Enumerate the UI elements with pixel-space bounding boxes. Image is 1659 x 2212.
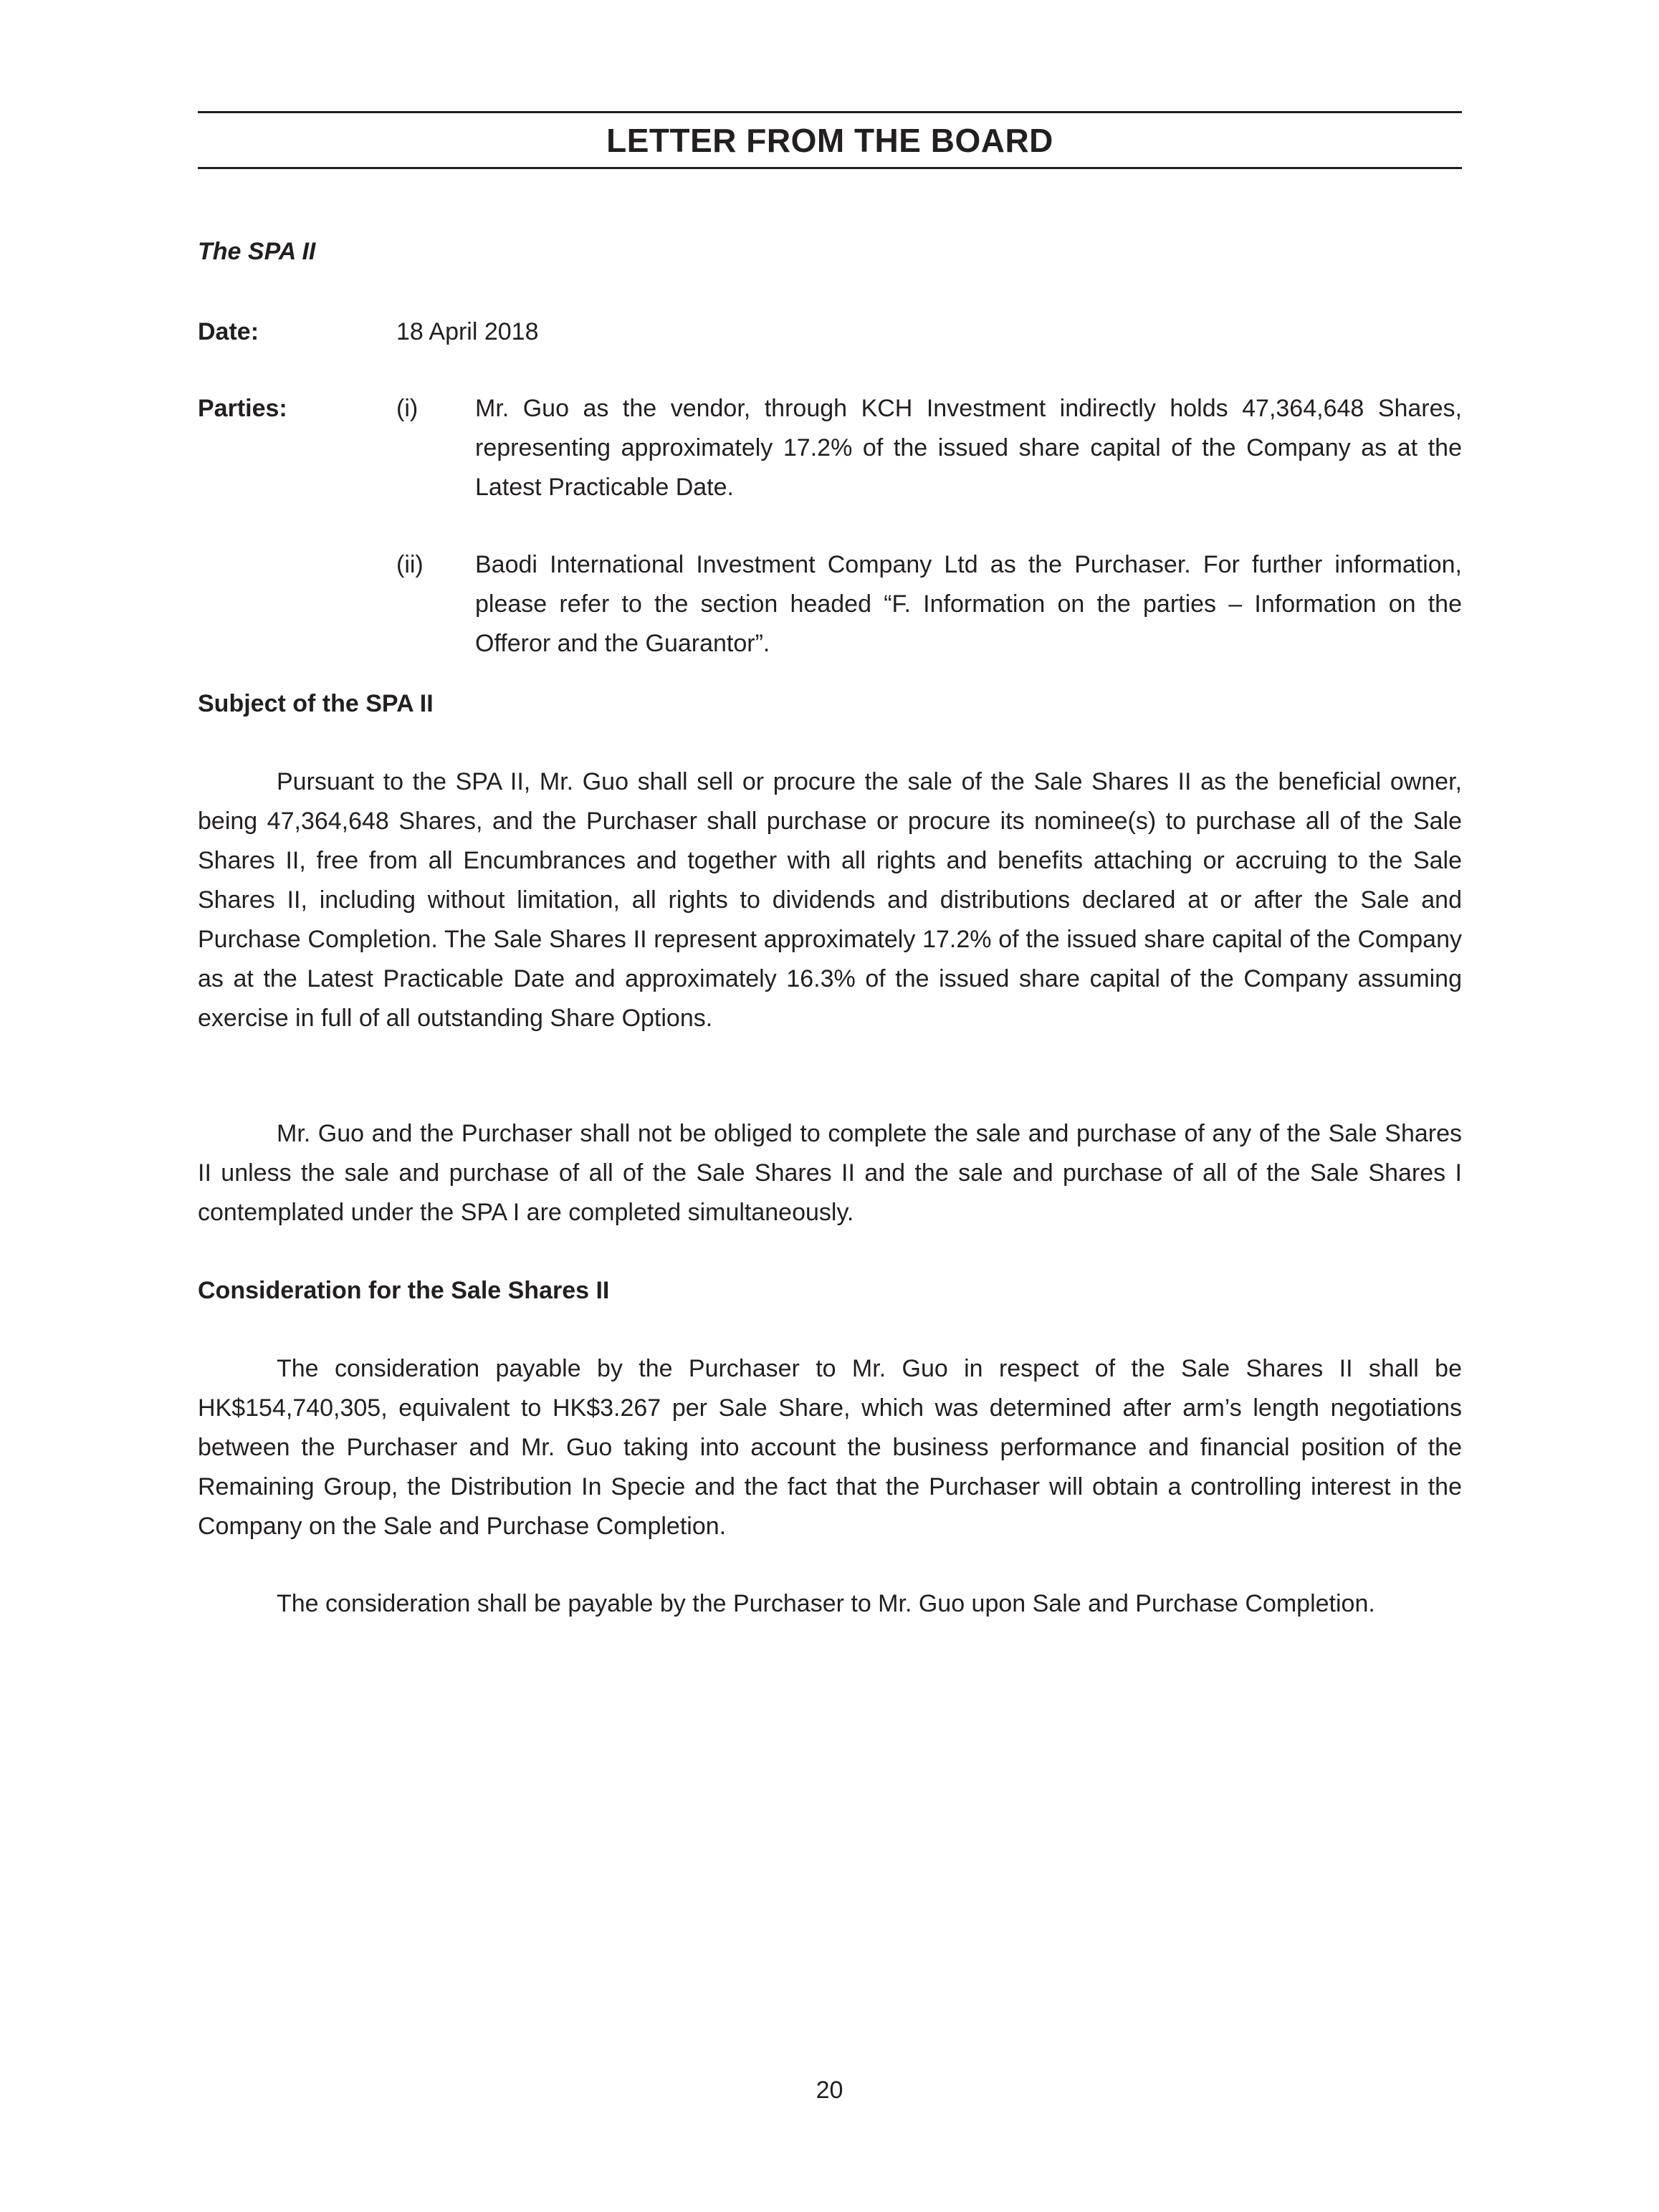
header-bottom-rule [198, 167, 1462, 169]
body-paragraph: Mr. Guo and the Purchaser shall not be obliged to complete the sale and purchase of any of the Sale Shares II unless the sale and purchase of all of the Sale Shares II and the sale and purchase of all of the Sale Shares I contemplated under the SPA I are completed simultaneously. [198, 1120, 1462, 1226]
header-top-rule [198, 111, 1462, 113]
page-title: LETTER FROM THE BOARD [606, 122, 1053, 159]
body-paragraph: Pursuant to the SPA II, Mr. Guo shall sell or procure the sale of the Sale Shares II as the beneficial owner, being 47,364,648 Shares, and the Purchaser shall purchase or procure its nominee(s) to purchase all of the Sale Shares II, free from all Encumbrances and together with all rights and benefits attaching or accruing to the Sale Shares II, including without limitation, all rights to dividends and distributions declared at or after the Sale and Purchase Completion. The Sale Shares II represent approximately 17.2% of the issued share capital of the Company as at the Latest Practicable Date and approximately 16.3% of the issued share capital of the Company assuming exercise in full of all outstanding Share Options. [198, 768, 1462, 1032]
party-item-text: Mr. Guo as the vendor, through KCH Investment indirectly holds 47,364,648 Shares, representing approximately 17.2% of the issued share capital of the Company as at the Latest Practicable Date. [475, 395, 1462, 501]
parties-label: Parties: [198, 395, 287, 422]
subject-heading: Subject of the SPA II [198, 690, 434, 717]
consideration-heading: Consideration for the Sale Shares II [198, 1277, 610, 1304]
date-label: Date: [198, 318, 259, 345]
page-number: 20 [816, 2077, 843, 2104]
party-item-text: Baodi International Investment Company Ltd as the Purchaser. For further information, please refer to the section headed “F. Information on the parties – Information on the Offeror and the Guarantor”. [475, 551, 1462, 657]
body-paragraph: The consideration shall be payable by the Purchaser to Mr. Guo upon Sale and Purchase Completion. [277, 1590, 1375, 1617]
party-item-number: (i) [396, 395, 419, 422]
section-heading: The SPA II [198, 238, 316, 265]
body-paragraph: The consideration payable by the Purchaser to Mr. Guo in respect of the Sale Shares II shall be HK$154,740,305, equivalent to HK$3.267 per Sale Share, which was determined after arm’s length negotiations between the Purchaser and Mr. Guo taking into account the business performance and financial position of the Remaining Group, the Distribution In Specie and the fact that the Purchaser will obtain a controlling interest in the Company on the Sale and Purchase Completion. [198, 1355, 1462, 1540]
date-value: 18 April 2018 [396, 318, 539, 345]
party-item-number: (ii) [396, 551, 424, 578]
